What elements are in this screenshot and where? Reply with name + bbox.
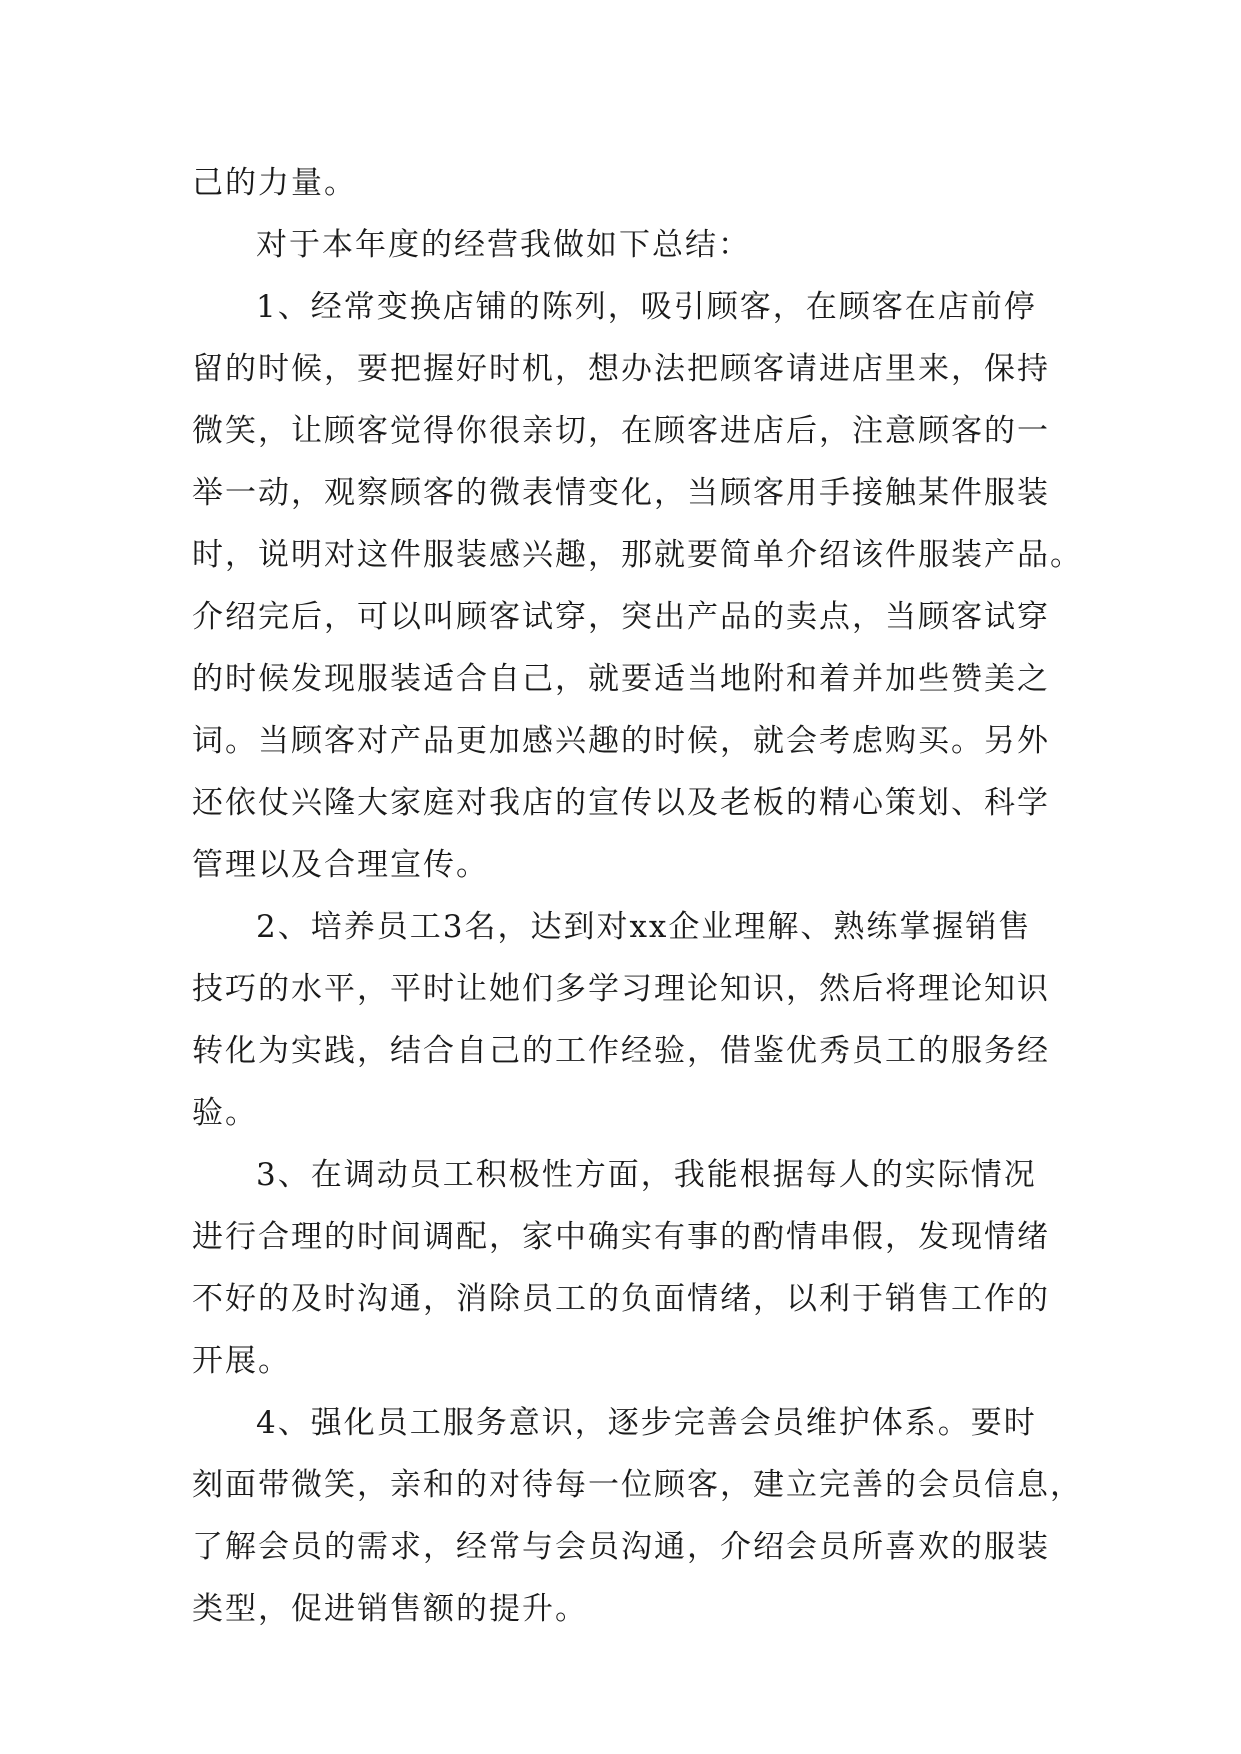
text-line: 4、强化员工服务意识，逐步完善会员维护体系。要时 <box>256 1405 1037 1441</box>
text-line: 类型，促进销售额的提升。 <box>192 1591 588 1627</box>
text-line: 验。 <box>192 1095 258 1131</box>
text-line: 对于本年度的经营我做如下总结： <box>256 227 751 263</box>
text-line: 技巧的水平，平时让她们多学习理论知识，然后将理论知识 <box>192 971 1050 1007</box>
text-line: 1、经常变换店铺的陈列，吸引顾客，在顾客在店前停 <box>256 289 1037 325</box>
text-line: 开展。 <box>192 1343 291 1379</box>
text-line: 举一动，观察顾客的微表情变化，当顾客用手接触某件服装 <box>192 475 1050 511</box>
text-line: 转化为实践，结合自己的工作经验，借鉴优秀员工的服务经 <box>192 1033 1050 1069</box>
text-line: 2、培养员工3名，达到对xx企业理解、熟练掌握销售 <box>256 909 1032 945</box>
text-line: 词。当顾客对产品更加感兴趣的时候，就会考虑购买。另外 <box>192 723 1050 759</box>
paragraph-item-4 <box>192 1392 1083 1640</box>
paragraph-item-2 <box>192 896 1052 1144</box>
text-line: 时，说明对这件服装感兴趣，那就要简单介绍该件服装产品。 <box>192 537 1083 573</box>
text-line: 进行合理的时间调配，家中确实有事的酌情串假，发现情绪 <box>192 1219 1050 1255</box>
document-body <box>192 152 1083 1640</box>
text-line: 不好的及时沟通，消除员工的负面情绪，以利于销售工作的 <box>192 1281 1050 1317</box>
paragraph-item-3 <box>192 1144 1052 1392</box>
text-line: 还依仗兴隆大家庭对我店的宣传以及老板的精心策划、科学 <box>192 785 1050 821</box>
text-line: 刻面带微笑，亲和的对待每一位顾客，建立完善的会员信息， <box>192 1467 1083 1503</box>
paragraph-item-1 <box>192 276 1083 896</box>
text-line: 介绍完后，可以叫顾客试穿，突出产品的卖点，当顾客试穿 <box>192 599 1050 635</box>
text-line: 留的时候，要把握好时机，想办法把顾客请进店里来，保持 <box>192 351 1050 387</box>
text-line: 管理以及合理宣传。 <box>192 847 489 883</box>
text-line: 己的力量。 <box>192 165 357 201</box>
text-line: 3、在调动员工积极性方面，我能根据每人的实际情况 <box>256 1157 1037 1193</box>
paragraph-summary-intro <box>192 214 1052 276</box>
paragraph-continuation <box>192 152 1052 214</box>
text-line: 微笑，让顾客觉得你很亲切，在顾客进店后，注意顾客的一 <box>192 413 1050 449</box>
text-line: 的时候发现服装适合自己，就要适当地附和着并加些赞美之 <box>192 661 1050 697</box>
text-line: 了解会员的需求，经常与会员沟通，介绍会员所喜欢的服装 <box>192 1529 1050 1565</box>
